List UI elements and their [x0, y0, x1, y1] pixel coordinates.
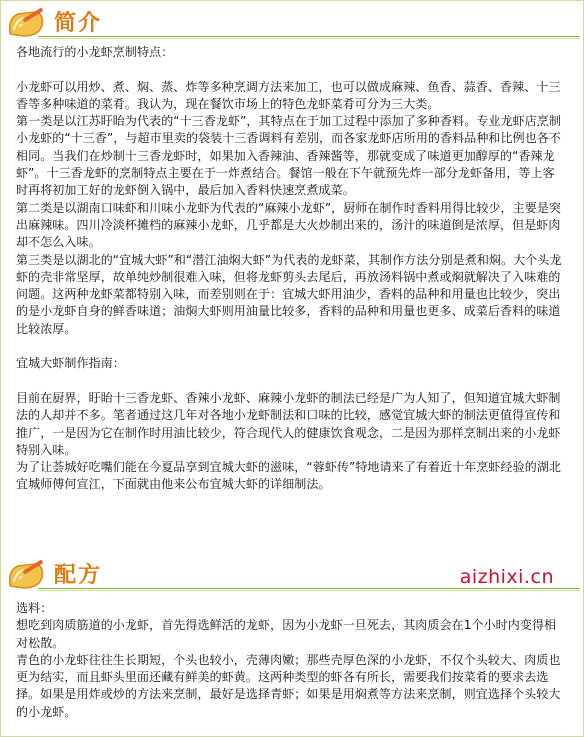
paragraph: 第二类是以湖南口味虾和川味小龙虾为代表的“麻辣小龙虾”，厨师在制作时香料用得比较少，主要是突出麻辣味。四川冷淡杯摊档的麻辣小龙虾，几乎都是大火炒制出来的，汤汁的味道倒是浓厚，但是虾肉却不怎么入味。: [16, 200, 562, 250]
paragraph: 小龙虾可以用炒、煮、焖、蒸、炸等多种烹调方法来加工，也可以做成麻辣、鱼香、蒜香、香辣、十三香等多种味道的菜肴。我认为，现在餐饮市场上的特色龙虾菜肴可分为三大类。: [16, 79, 561, 111]
heading-rule: [38, 36, 580, 37]
paragraph: 青色的小龙虾往往生长期短，个头也较小，壳薄肉嫩；那些壳厚色深的小龙虾，不仅个头较大、肉质也更为结实，而且虾头里面还藏有鲜美的虾黄。这两种类型的虾各有所长，需要我们按菜肴的要求去选择。如果是用炸或炒的方法来烹制，最好是选择青虾；如果是用焖煮等方法来烹制，则宜选择个头较大的小龙虾。: [16, 652, 561, 719]
heading-rule-light: [38, 38, 580, 39]
recipe-text: [16, 600, 564, 721]
intro-text: [16, 44, 564, 494]
heading-rule: [38, 588, 580, 589]
paragraph: 目前在厨界，盱眙十三香龙虾、香辣小龙虾、麻辣小龙虾的制法已经是广为人知了，但知道宜城大虾制法的人却并不多。笔者通过这几年对各地小龙虾制法和口味的比较，感觉宜城大虾的制法更值得宣传和推广，一是因为它在制作时用油比较少，符合现代人的健康饮食观念，二是因为那样烹制出来的小龙虾特别入味。: [16, 390, 561, 457]
paragraph: 宜城大虾制作指南：: [16, 356, 125, 371]
paragraph: 各地流行的小龙虾烹制特点：: [16, 45, 174, 59]
paragraph: 第三类是以湖北的“宜城大虾”和“潜江油焖大虾”为代表的龙虾菜，其制作方法分别是煮和焖。大个头龙虾的壳非常坚厚，故单纯炒制很难入味，但将龙虾剪头去尾后，再放汤料锅中煮或焖就解决了入味难的问题。这两种龙虾菜都特别入味，而差别则在于：宜城大虾用油少，香料的品种和用量也比较少，突出的是小龙虾自身的鲜香味道；油焖大虾则用油量比较多，香料的品种和用量也更多、成菜后香料的味道比较浓厚。: [16, 252, 562, 336]
paragraph: 第一类是以江苏盱眙为代表的“十三香龙虾”，其特点在于加工过程中添加了多种香料。专业龙虾店烹制小龙虾的“十三香”，与超市里卖的袋装十三香调料有差别，而各家龙虾店所用的香料品种和比例也各不相同。当我们在炒制十三香龙虾时，如果加入香辣油、香辣酱等，那就变成了味道更加醇厚的“香辣龙虾”。十三香龙虾的烹制特点主要在于一炸煮结合。餐馆一般在下午就预先炸一部分龙虾备用，等上客时再将初加工好的龙虾倒入锅中，最后加入香料快速烹煮成菜。: [16, 114, 562, 198]
pencil-note-icon: [4, 4, 50, 40]
site-watermark: aizhixi.cn: [459, 566, 554, 588]
heading-rule-light: [38, 590, 580, 591]
paragraph: 选料：: [16, 601, 53, 615]
pencil-note-icon: [4, 556, 50, 592]
paragraph: 想吃到肉质筋道的小龙虾，首先得选鲜活的龙虾，因为小龙虾一旦死去，其肉质会在1个小时内变得相对松散。: [16, 618, 557, 650]
section-title: 简介: [54, 11, 103, 36]
paragraph: 为了让荟城好吃嘴们能在今夏品享到宜城大虾的滋味，“蓉虾传”特地请来了有着近十年烹虾经验的湖北宜城师傅何宣江，下面就由他来公布宜城大虾的详细制法。: [16, 460, 562, 492]
section-title: 配方: [54, 563, 103, 588]
section-heading-intro: [2, 4, 580, 44]
